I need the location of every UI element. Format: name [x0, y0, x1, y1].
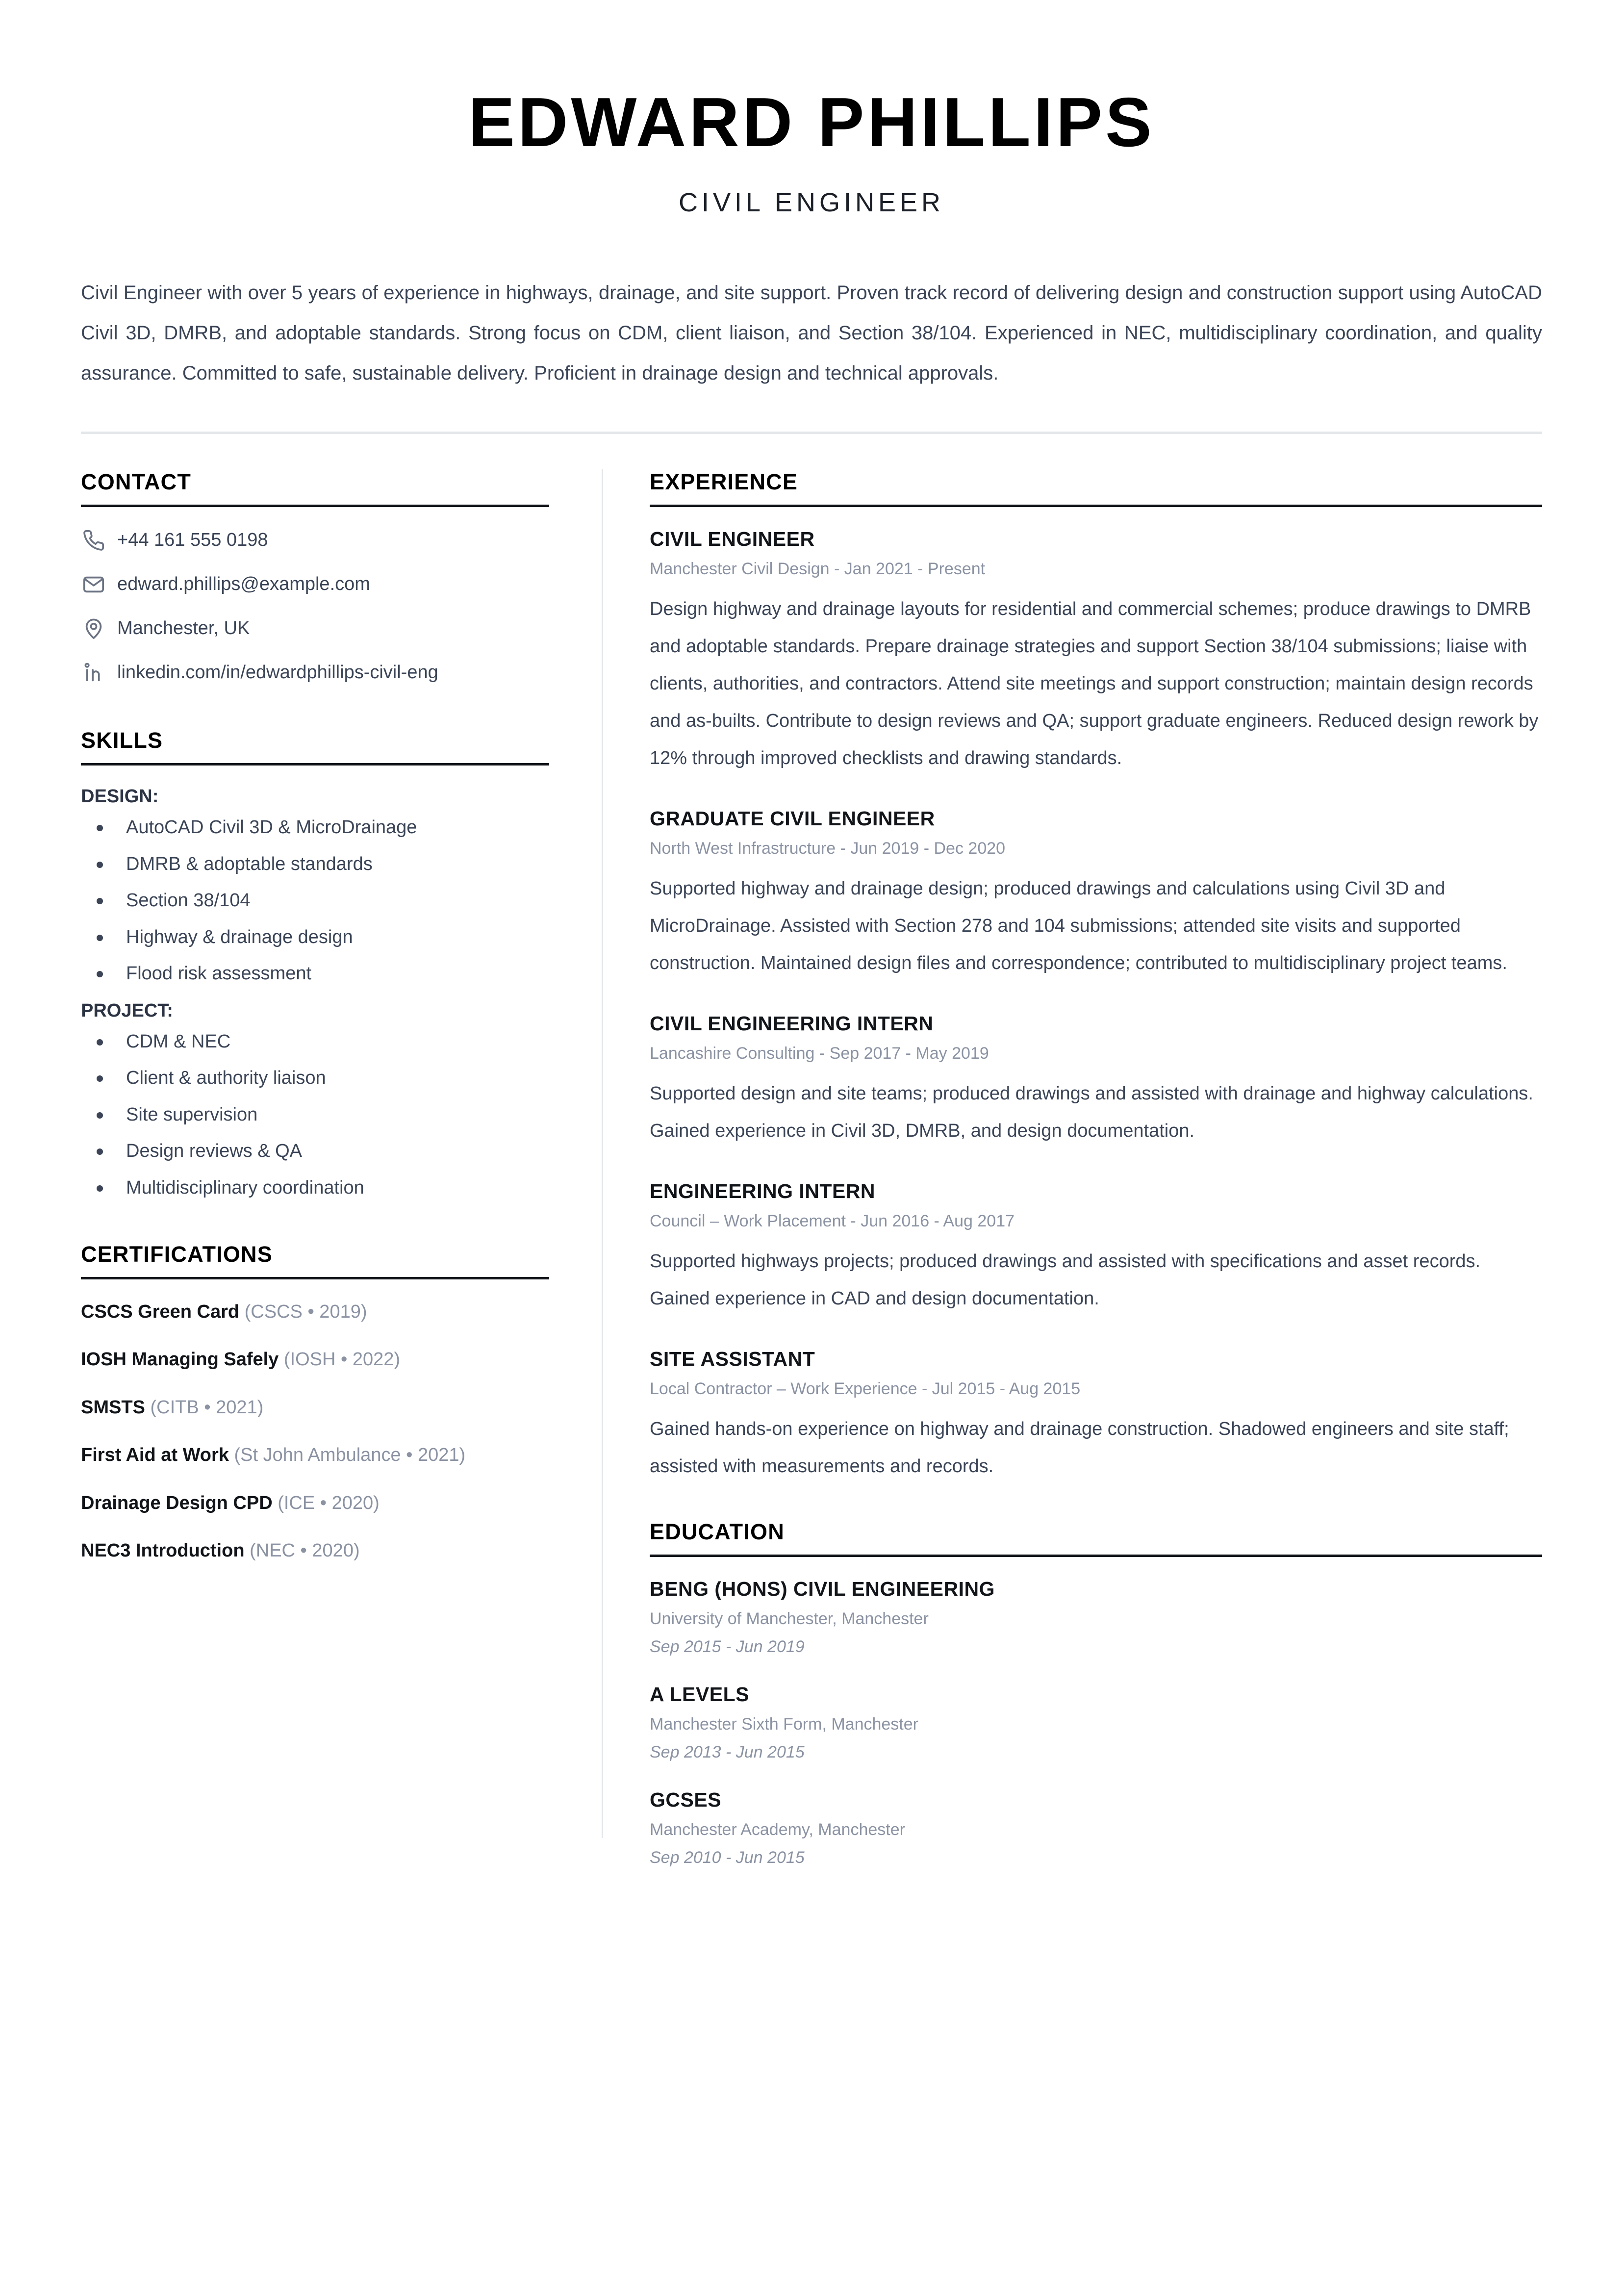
contact-item-phone[interactable] [81, 528, 549, 553]
experience-role: CIVIL ENGINEERING INTERN [650, 1012, 934, 1035]
experience-description: Supported highways projects; produced drawings and assisted with specifications and asset records. Gained experience in CAD and design documentation. [650, 1251, 1481, 1309]
contact-heading: CONTACT [81, 469, 192, 495]
list-item: Multidisciplinary coordination [81, 1176, 549, 1200]
right-column [650, 469, 1542, 1867]
header-divider [81, 432, 1542, 434]
contact-linkedin-value: linkedin.com/in/edwardphillips-civil-eng [117, 662, 438, 683]
certifications-heading: CERTIFICATIONS [81, 1242, 273, 1267]
experience-meta: Manchester Civil Design - Jan 2021 - Present [650, 560, 986, 579]
certification-name: SMSTS [81, 1397, 145, 1418]
certifications-heading-rule [81, 1277, 549, 1279]
candidate-name: EDWARD PHILLIPS [468, 83, 1155, 161]
education-school: Manchester Sixth Form, Manchester [650, 1715, 918, 1734]
education-dates: Sep 2015 - Jun 2019 [650, 1637, 805, 1657]
list-item: DMRB & adoptable standards [81, 853, 549, 876]
certification-name: Drainage Design CPD [81, 1492, 273, 1513]
certification-name: CSCS Green Card [81, 1301, 240, 1323]
experience-heading-rule [650, 505, 1542, 507]
education-school: Manchester Academy, Manchester [650, 1820, 905, 1839]
experience-item [650, 807, 1542, 982]
education-degree: GCSES [650, 1788, 722, 1811]
skill-group-label: DESIGN: [81, 786, 159, 807]
education-heading: EDUCATION [650, 1519, 785, 1545]
education-degree: BENG (HONS) CIVIL ENGINEERING [650, 1578, 995, 1601]
certification-item [81, 1300, 549, 1324]
certification-item [81, 1539, 549, 1563]
contact-item-location[interactable] [81, 616, 549, 641]
list-item: Design reviews & QA [81, 1140, 549, 1163]
certification-meta: (St John Ambulance • 2021) [234, 1445, 466, 1466]
certification-item [81, 1348, 549, 1372]
education-item [650, 1683, 1542, 1762]
education-degree: A LEVELS [650, 1683, 749, 1706]
resume-header [81, 0, 1542, 218]
experience-item [650, 528, 1542, 777]
experience-role: ENGINEERING INTERN [650, 1180, 876, 1203]
phone-icon [81, 528, 106, 553]
list-item: AutoCAD Civil 3D & MicroDrainage [81, 816, 549, 840]
experience-item [650, 1012, 1542, 1149]
skills-heading-rule [81, 763, 549, 765]
experience-meta: Local Contractor – Work Experience - Jul 2015 - Aug 2015 [650, 1379, 1081, 1399]
skill-group-project [81, 1000, 549, 1200]
certification-name: First Aid at Work [81, 1445, 229, 1466]
contact-phone-value: +44 161 555 0198 [117, 530, 268, 551]
skills-heading: SKILLS [81, 728, 163, 753]
certification-meta: (IOSH • 2022) [283, 1349, 401, 1370]
experience-role: SITE ASSISTANT [650, 1348, 815, 1371]
column-divider [549, 469, 650, 1867]
experience-description: Supported design and site teams; produced drawings and assisted with drainage and highway calculations. Gained experience in Civil 3D, DMRB, and design documentation. [650, 1083, 1533, 1142]
certification-item [81, 1491, 549, 1515]
experience-description: Gained hands-on experience on highway and drainage construction. Shadowed engineers and site staff; assisted with measurements and records. [650, 1419, 1509, 1477]
experience-item [650, 1180, 1542, 1317]
contact-email-value: edward.phillips@example.com [117, 574, 370, 595]
experience-meta: Lancashire Consulting - Sep 2017 - May 2019 [650, 1044, 989, 1063]
list-item: Highway & drainage design [81, 926, 549, 949]
certification-item [81, 1396, 549, 1420]
candidate-job-title: CIVIL ENGINEER [678, 188, 945, 218]
experience-section [650, 469, 1542, 1485]
experience-role: GRADUATE CIVIL ENGINEER [650, 807, 935, 830]
education-item [650, 1578, 1542, 1657]
education-dates: Sep 2010 - Jun 2015 [650, 1848, 805, 1867]
certification-name: IOSH Managing Safely [81, 1349, 279, 1370]
skill-group-label: PROJECT: [81, 1000, 173, 1021]
education-dates: Sep 2013 - Jun 2015 [650, 1743, 805, 1762]
contact-list [81, 528, 549, 686]
left-column [81, 469, 549, 1867]
list-item: Flood risk assessment [81, 962, 549, 986]
resume-body [81, 469, 1542, 1867]
experience-item [650, 1348, 1542, 1485]
linkedin-icon [81, 660, 106, 686]
map-pin-icon [81, 616, 106, 641]
vertical-rule [602, 469, 603, 1838]
experience-description: Design highway and drainage layouts for residential and commercial schemes; produce drawings to DMRB and adoptable standards. Prepare drainage strategies and support Section 38/104 submissions; liaise with clients, authorities, and contractors. Attend site meetings and support construction; maintain design records and as-builts. Contribute to design reviews and QA; support graduate engineers. Reduced design rework by 12% through improved checklists and drawing standards. [650, 599, 1539, 769]
certification-meta: (NEC • 2020) [250, 1540, 360, 1561]
education-school: University of Manchester, Manchester [650, 1609, 929, 1629]
experience-meta: Council – Work Placement - Jun 2016 - Aug 2017 [650, 1212, 1015, 1231]
experience-role: CIVIL ENGINEER [650, 528, 815, 551]
certification-name: NEC3 Introduction [81, 1540, 245, 1561]
education-item [650, 1788, 1542, 1867]
list-item: Client & authority liaison [81, 1067, 549, 1090]
list-item: CDM & NEC [81, 1030, 549, 1054]
skill-list-design [81, 816, 549, 986]
contact-item-email[interactable] [81, 572, 549, 597]
skill-group-design [81, 786, 549, 986]
contact-section [81, 469, 549, 686]
contact-location-value: Manchester, UK [117, 618, 250, 639]
education-heading-rule [650, 1555, 1542, 1557]
contact-heading-rule [81, 505, 549, 507]
list-item: Site supervision [81, 1103, 549, 1127]
envelope-icon [81, 572, 106, 597]
experience-description: Supported highway and drainage design; produced drawings and calculations using Civil 3D and MicroDrainage. Assisted with Section 278 and 104 submissions; attended site visits and supported construction. Maintained design files and correspondence; contributed to multidisciplinary project teams. [650, 878, 1507, 974]
experience-heading: EXPERIENCE [650, 469, 798, 495]
certifications-section [81, 1242, 549, 1563]
skill-list-project [81, 1030, 549, 1200]
certification-meta: (CITB • 2021) [150, 1397, 264, 1418]
certification-meta: (CSCS • 2019) [244, 1301, 367, 1323]
list-item: Section 38/104 [81, 889, 549, 913]
certification-item [81, 1443, 549, 1467]
certification-meta: (ICE • 2020) [278, 1492, 380, 1513]
education-section [650, 1519, 1542, 1867]
experience-meta: North West Infrastructure - Jun 2019 - Dec 2020 [650, 839, 1006, 858]
skills-section [81, 728, 549, 1199]
contact-item-linkedin[interactable] [81, 660, 549, 686]
professional-summary: Civil Engineer with over 5 years of experience in highways, drainage, and site support. Proven track record of delivering design and construction support using AutoCAD Civil 3D, DMRB, and adoptable standards. Strong focus on CDM, client liaison, and Section 38/104. Experienced in NEC, multidisciplinary coordination, and quality assurance. Committed to safe, sustainable delivery. Proficient in drainage design and technical approvals. [81, 282, 1542, 384]
